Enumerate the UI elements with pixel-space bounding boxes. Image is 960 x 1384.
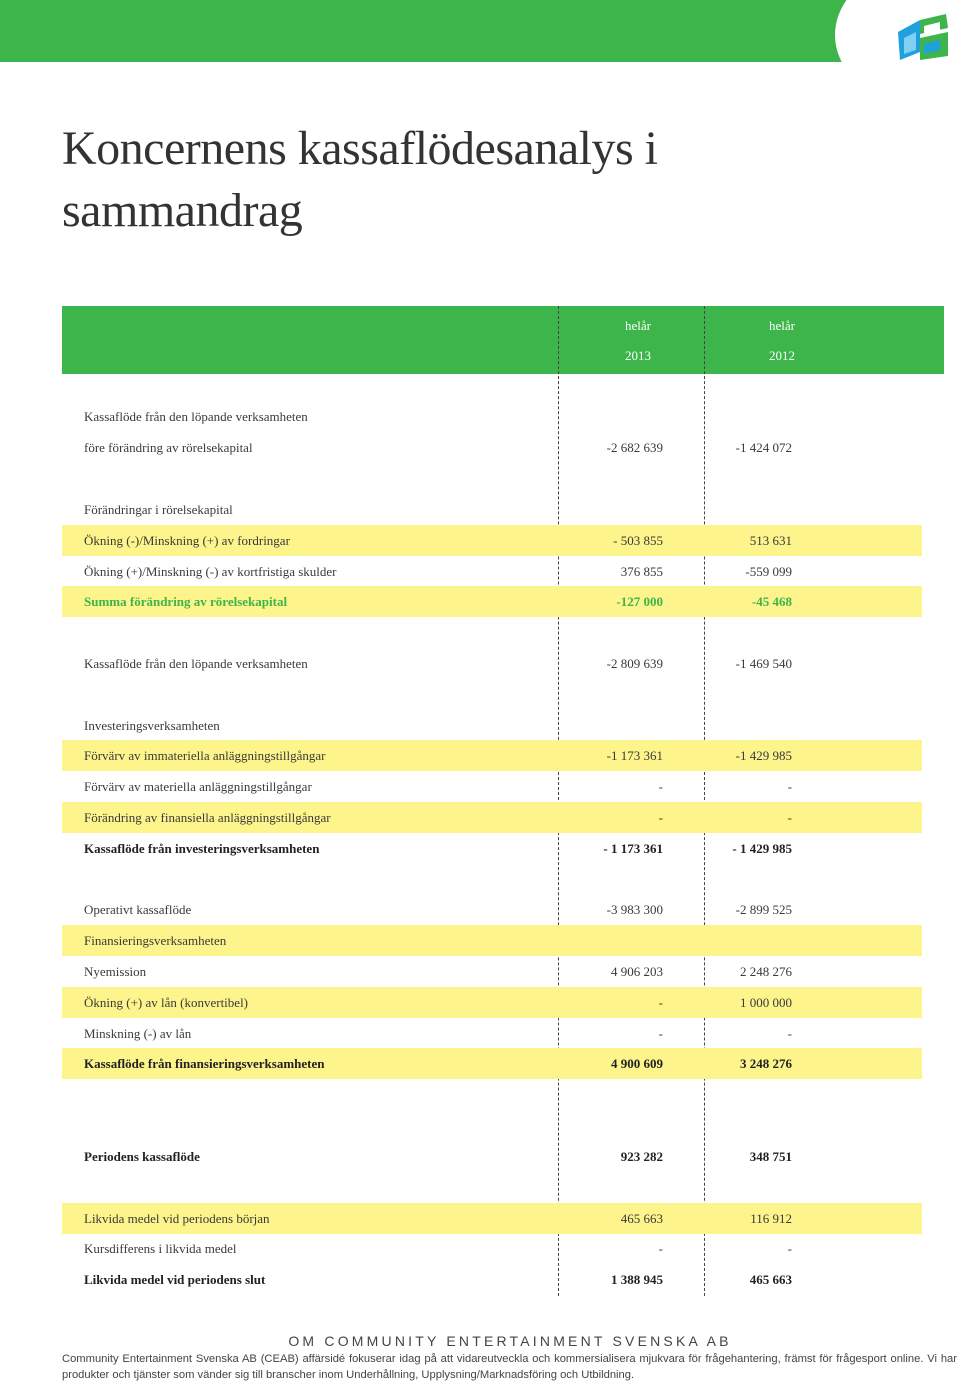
row-label: Kursdifferens i likvida medel — [84, 1241, 237, 1256]
table-row — [62, 1233, 922, 1264]
footer-text: Community Entertainment Svenska AB (CEAB) affärsidé fokuserar idag på att vidareutveckla och kommersialisera mjukvara för frågehantering, främst för frågesport online. Vi har produkter och tjänster som vänder sig till branscher inom Underhållning, Upplysning/Marknadsföring och Utbildning. — [62, 1353, 957, 1381]
row-label: Minskning (-) av lån — [84, 1026, 192, 1041]
value-2012: - — [787, 810, 792, 825]
row-label: Summa förändring av rörelsekapital — [84, 594, 288, 609]
value-2013: -1 173 361 — [606, 748, 663, 763]
footer-heading: OM COMMUNITY ENTERTAINMENT SVENSKA AB — [288, 1333, 732, 1349]
page-title: Koncernens kassaflödesanalys i sammandrag — [62, 122, 658, 237]
value-2012: 465 663 — [749, 1272, 792, 1287]
value-2012: 1 000 000 — [740, 995, 792, 1010]
value-2012: - 1 429 985 — [732, 841, 792, 856]
table-row — [62, 956, 922, 987]
value-2013: -2 682 639 — [606, 440, 663, 455]
row-label: Ökning (-)/Minskning (+) av fordringar — [84, 533, 290, 548]
value-2013: 1 388 945 — [611, 1272, 663, 1287]
value-2013: 923 282 — [620, 1149, 663, 1164]
row-label: Kassaflöde från den löpande verksamheten — [84, 409, 308, 424]
row-label: Förändring av finansiella anläggningstillgångar — [84, 810, 331, 825]
row-label: Operativt kassaflöde — [84, 902, 192, 917]
table-row-total — [62, 586, 922, 617]
value-2012: 513 631 — [749, 533, 792, 548]
row-label: Förvärv av immateriella anläggningstillgångar — [84, 748, 326, 763]
table-row — [62, 925, 922, 956]
col-2012-period: helår — [769, 318, 795, 333]
value-2012: -1 424 072 — [735, 440, 792, 455]
row-label: Förvärv av materiella anläggningstillgångar — [84, 779, 312, 794]
table-row — [62, 648, 922, 679]
value-2013: - 503 855 — [613, 533, 663, 548]
table-row-total — [62, 1141, 922, 1172]
row-label: Finansieringsverksamheten — [84, 933, 227, 948]
value-2012: 348 751 — [749, 1149, 792, 1164]
value-2012: - — [787, 1026, 792, 1041]
value-2012: -559 099 — [745, 564, 792, 579]
col-2013-year: 2013 — [625, 348, 651, 363]
value-2013: 4 900 609 — [611, 1056, 663, 1071]
value-2013: - 1 173 361 — [603, 841, 663, 856]
col-2013-period: helår — [625, 318, 651, 333]
row-label: Ökning (+)/Minskning (-) av kortfristiga skulder — [84, 564, 337, 579]
table-row — [62, 771, 922, 802]
table-row — [62, 740, 922, 771]
table-header — [62, 306, 944, 374]
value-2012: 116 912 — [750, 1211, 792, 1226]
row-label: Likvida medel vid periodens början — [84, 1211, 270, 1226]
row-label: Kassaflöde från investeringsverksamheten — [84, 841, 320, 856]
value-2012: -2 899 525 — [735, 902, 792, 917]
value-2013: - — [658, 1241, 663, 1256]
value-2013: 376 855 — [620, 564, 663, 579]
value-2013: - — [658, 810, 663, 825]
value-2013: -127 000 — [616, 594, 663, 609]
table-row — [62, 556, 922, 587]
row-label: Periodens kassaflöde — [84, 1149, 200, 1164]
col-2012-year: 2012 — [769, 348, 795, 363]
value-2013: -3 983 300 — [606, 902, 663, 917]
table-row — [62, 1018, 922, 1049]
row-label: Nyemission — [84, 964, 147, 979]
value-2012: -1 469 540 — [735, 656, 792, 671]
row-label: Kassaflöde från finansieringsverksamheten — [84, 1056, 325, 1071]
value-2012: - — [787, 1241, 792, 1256]
value-2012: -45 468 — [751, 594, 792, 609]
value-2013: - — [658, 995, 663, 1010]
row-label: Förändringar i rörelsekapital — [84, 502, 233, 517]
value-2012: -1 429 985 — [735, 748, 792, 763]
table-row — [62, 494, 922, 525]
table-row — [62, 401, 922, 432]
row-label: Investeringsverksamheten — [84, 718, 220, 733]
row-label: före förändring av rörelsekapital — [84, 440, 253, 455]
table-row-total — [62, 833, 922, 864]
table-row — [62, 802, 922, 833]
table-row — [62, 525, 922, 556]
value-2012: 3 248 276 — [740, 1056, 792, 1071]
table-row — [62, 894, 922, 925]
table-row — [62, 710, 922, 741]
value-2012: 2 248 276 — [740, 964, 792, 979]
top-banner — [0, 0, 960, 62]
value-2012: - — [787, 779, 792, 794]
value-2013: 465 663 — [620, 1211, 663, 1226]
value-2013: - — [658, 779, 663, 794]
row-label: Ökning (+) av lån (konvertibel) — [84, 995, 249, 1010]
value-2013: -2 809 639 — [606, 656, 663, 671]
table-row — [62, 432, 922, 463]
row-label: Kassaflöde från den löpande verksamheten — [84, 656, 308, 671]
table-row — [62, 987, 922, 1018]
table-row — [62, 1203, 922, 1234]
value-2013: - — [658, 1026, 663, 1041]
company-logo-icon — [890, 8, 956, 66]
table-row-total — [62, 1048, 922, 1079]
value-2013: 4 906 203 — [611, 964, 663, 979]
table-row-total — [62, 1264, 922, 1295]
row-label: Likvida medel vid periodens slut — [84, 1272, 266, 1287]
